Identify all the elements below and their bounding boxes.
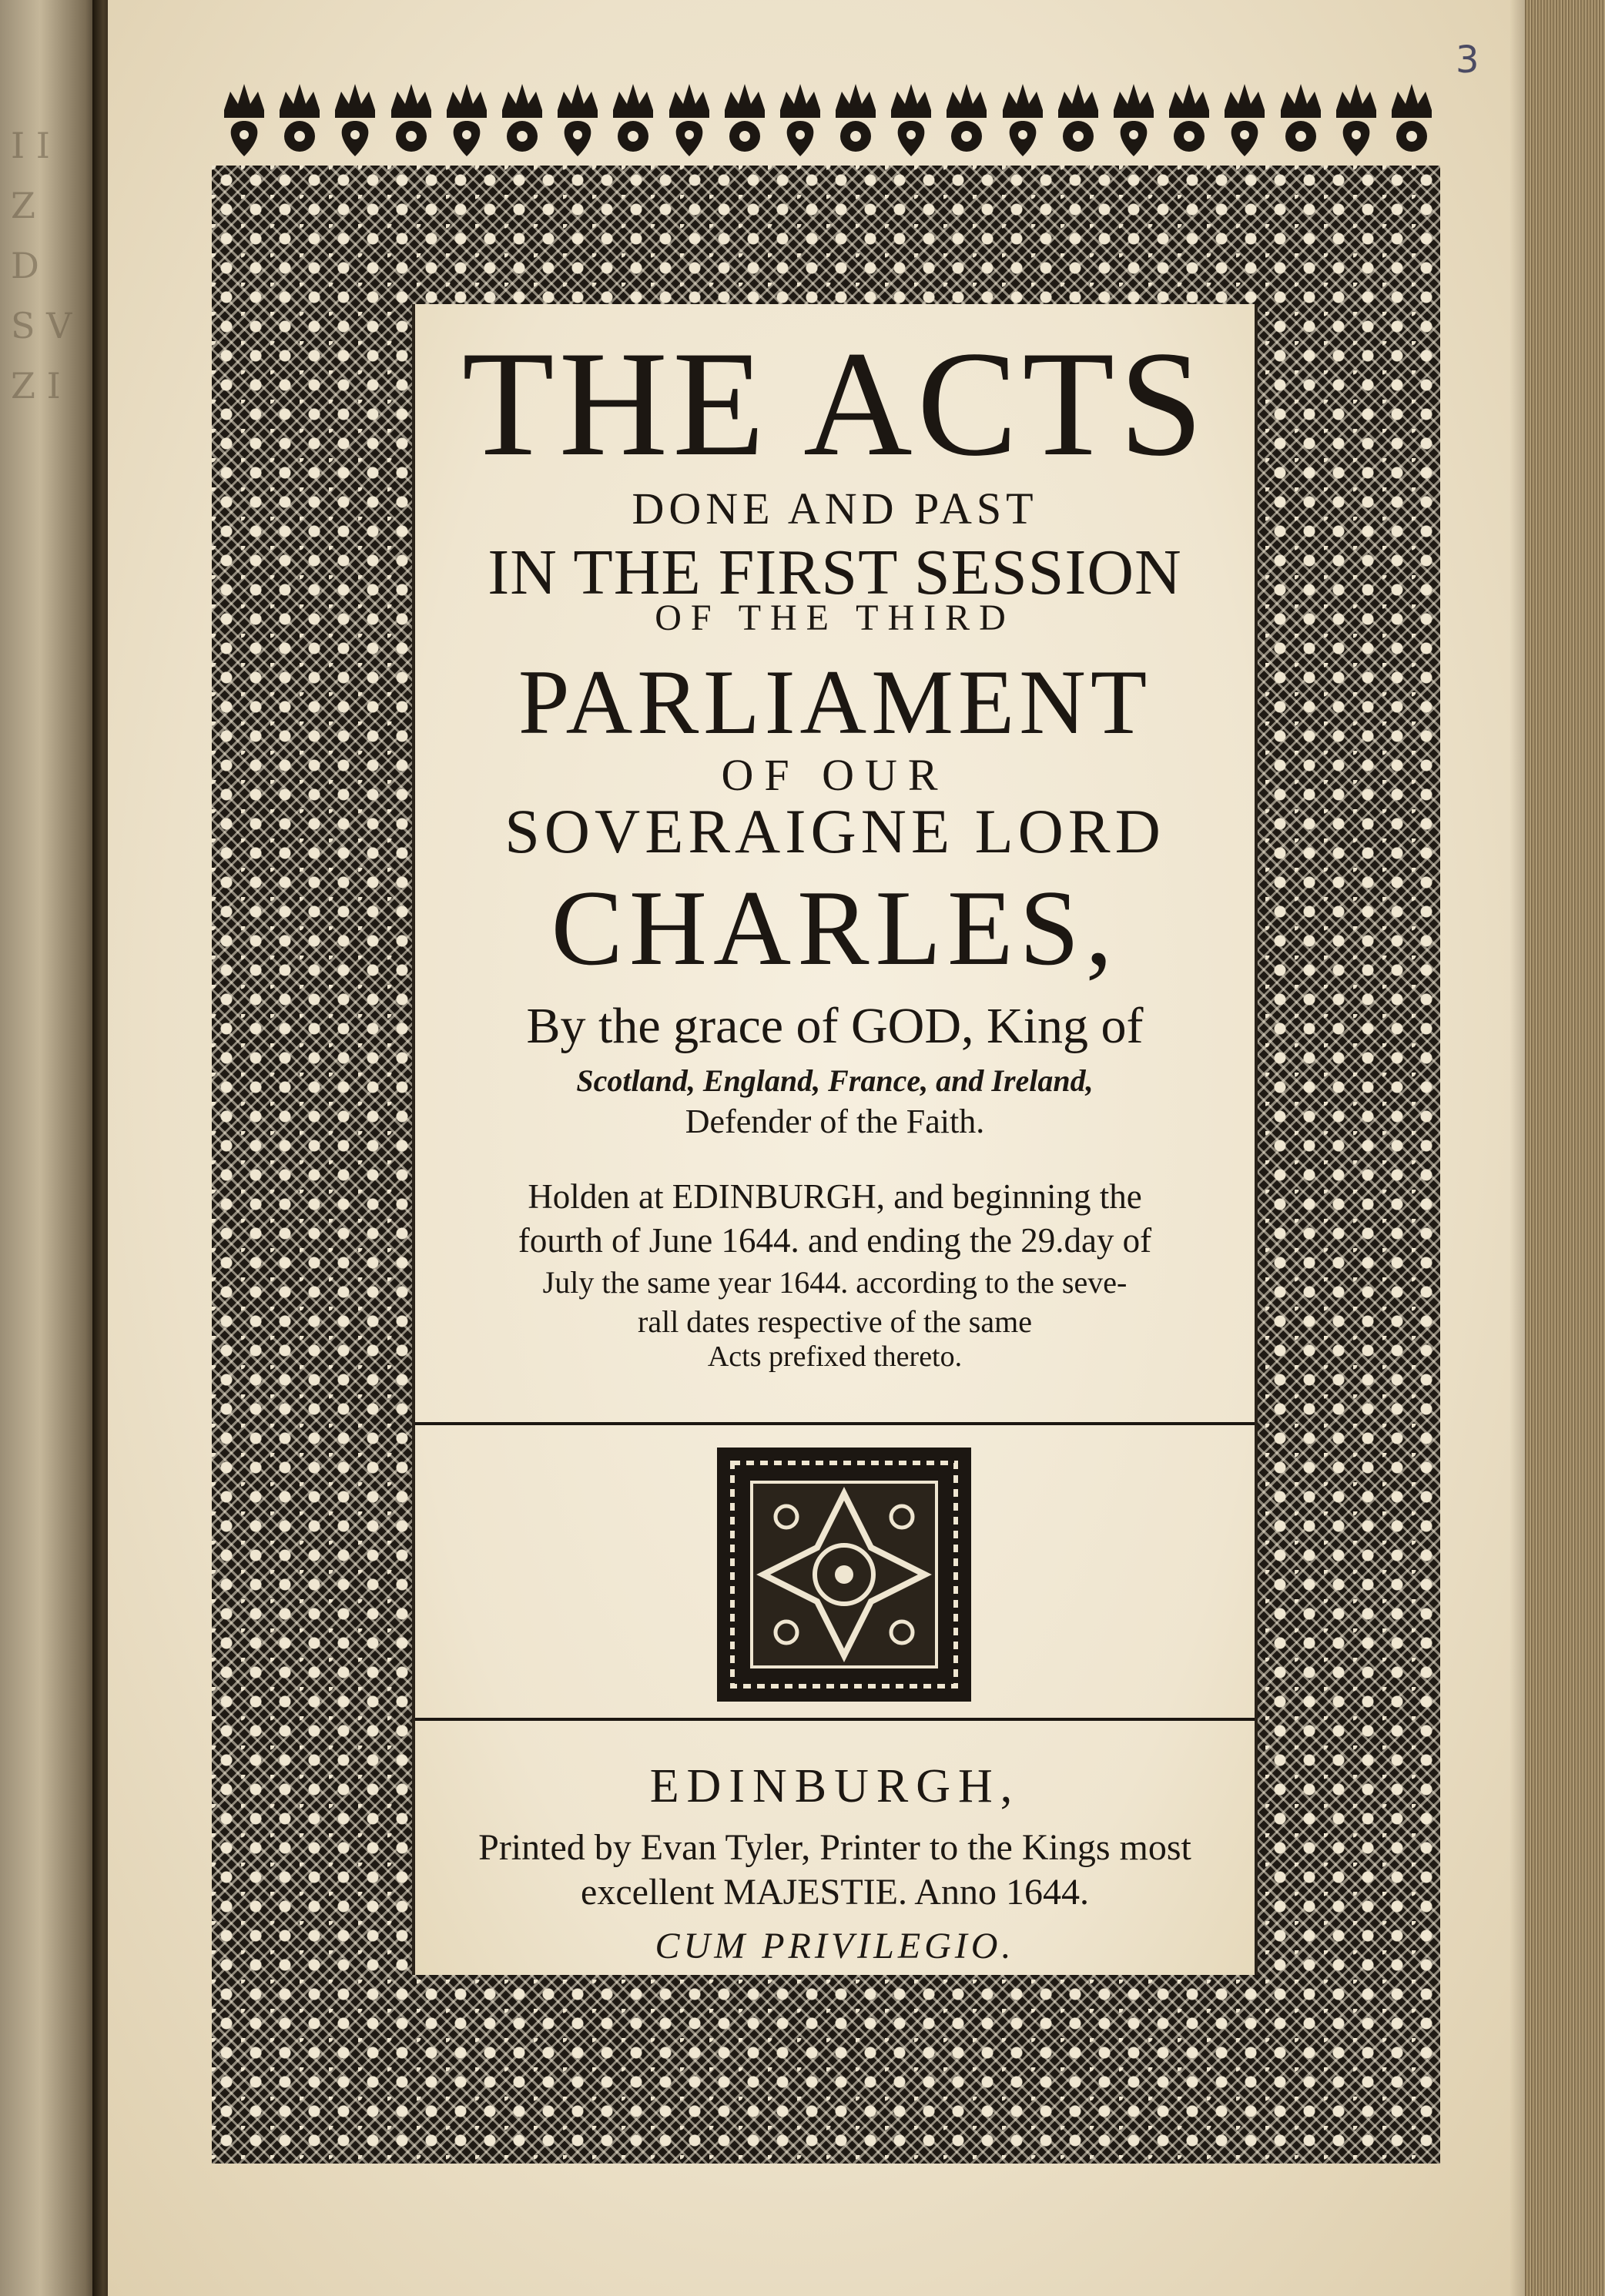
session-line-5: Acts prefixed thereto. [707, 1340, 963, 1373]
crown-icon [553, 79, 602, 159]
imprint-privilege: CUM PRIVILEGIO. [655, 1926, 1015, 1966]
crown-icon [498, 79, 547, 159]
crown-icon [1276, 79, 1325, 159]
realms-line: Scotland, England, France, and Ireland, [576, 1063, 1094, 1098]
printers-mark-icon [717, 1448, 971, 1702]
facing-page-fragment: I I Z D S V Z I [11, 125, 72, 407]
defender-line: Defender of the Faith. [685, 1103, 985, 1140]
fore-edge [1525, 0, 1605, 2296]
crown-icon [831, 79, 880, 159]
crown-ornament-row [219, 77, 1436, 162]
crown-icon [1387, 79, 1436, 159]
crown-icon [665, 79, 714, 159]
session-line-3: July the same year 1644. according to the seve- [542, 1265, 1128, 1300]
title-line-soveraigne-lord: SOVERAIGNE LORD [504, 796, 1165, 866]
divider-rule [415, 1422, 1255, 1425]
title-line-of-our: OF OUR [721, 750, 949, 800]
crown-icon [442, 79, 491, 159]
crown-icon [219, 79, 269, 159]
crown-icon [776, 79, 825, 159]
facing-page [0, 0, 100, 2296]
title-line-charles: CHARLES, [551, 869, 1119, 988]
folio-number: 3 [1456, 38, 1479, 82]
session-line-4: rall dates respective of the same [638, 1304, 1032, 1339]
crown-icon [998, 79, 1047, 159]
crown-icon [608, 79, 658, 159]
crown-icon [1109, 79, 1158, 159]
main-title: THE ACTS [461, 320, 1208, 487]
session-line-1: Holden at EDINBURGH, and beginning the [528, 1177, 1142, 1216]
imprint-year: excellent MAJESTIE. Anno 1644. [581, 1872, 1089, 1913]
crown-icon [942, 79, 991, 159]
imprint-printer: Printed by Evan Tyler, Printer to the Kings most [478, 1827, 1191, 1868]
crown-icon [1054, 79, 1103, 159]
divider-rule [415, 1718, 1255, 1721]
title-line-third: OF THE THIRD [655, 597, 1015, 638]
crown-icon [1220, 79, 1269, 159]
title-panel [412, 304, 1258, 1975]
crown-icon [275, 79, 324, 159]
crown-icon [720, 79, 769, 159]
crown-icon [387, 79, 436, 159]
crown-icon [886, 79, 936, 159]
session-line-2: fourth of June 1644. and ending the 29.day of [518, 1221, 1152, 1260]
title-line-parliament: PARLIAMENT [518, 651, 1152, 753]
crown-icon [330, 79, 380, 159]
imprint-place: EDINBURGH, [649, 1760, 1020, 1812]
title-line-done-and-past: DONE AND PAST [632, 484, 1038, 534]
crown-icon [1164, 79, 1214, 159]
crown-icon [1332, 79, 1381, 159]
royal-style-line: By the grace of GOD, King of [526, 998, 1144, 1054]
title-line-first-session: IN THE FIRST SESSION [488, 537, 1182, 608]
